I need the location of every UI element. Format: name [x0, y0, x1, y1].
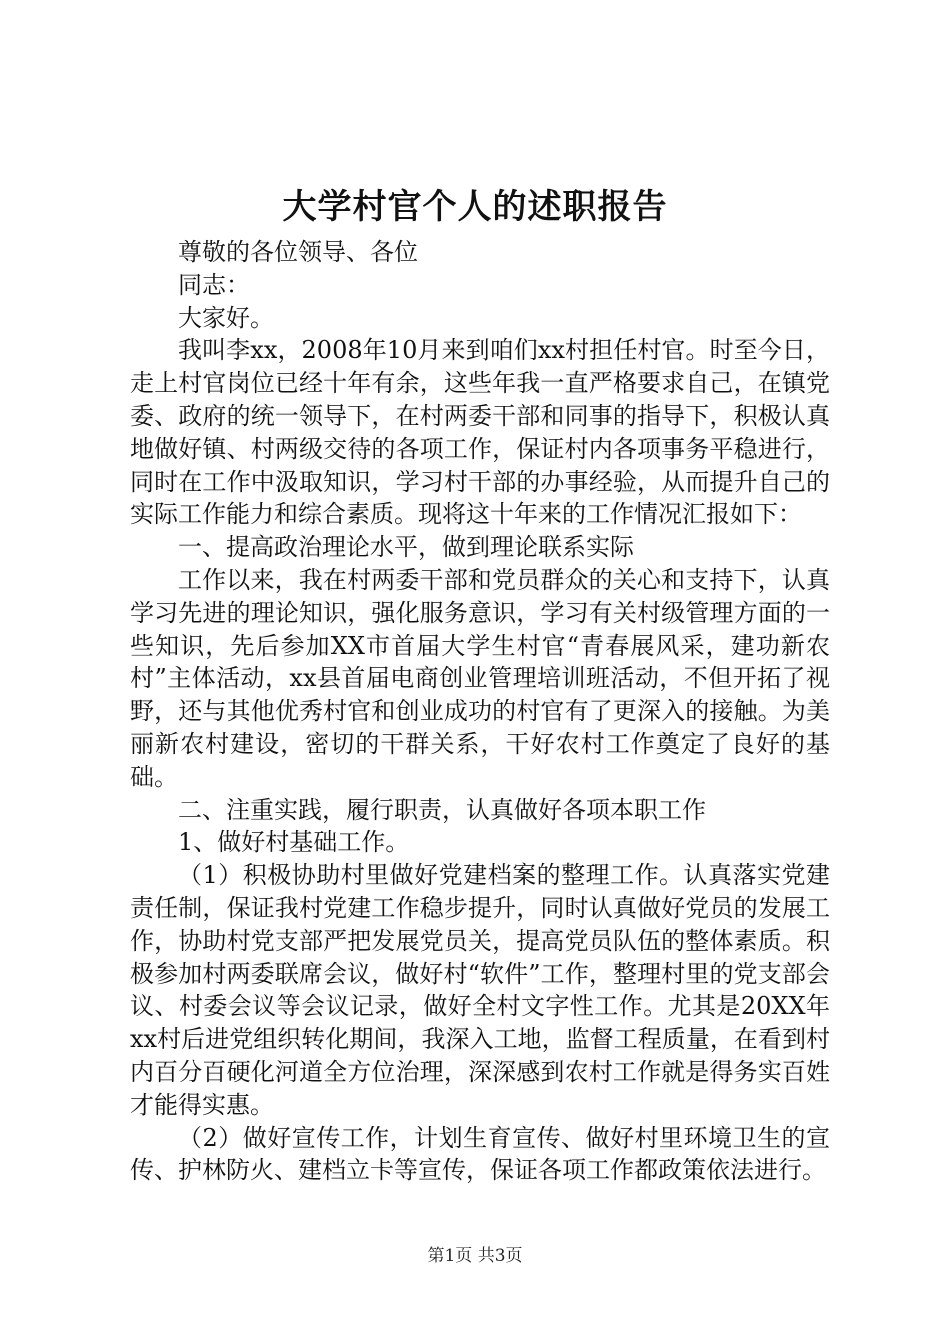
document-body: [130, 236, 830, 1187]
intro-paragraph: 我叫李xx，2008年10月来到咱们xx村担任村官。时至今日，走上村官岗位已经十年有余，这些年我一直严格要求自己，在镇党委、政府的统一领导下，在村两委干部和同事的指导下，积极认真地做好镇、村两级交待的各项工作，保证村内各项事务平稳进行，同时在工作中汲取知识，学习村干部的办事经验，从而提升自己的实际工作能力和综合素质。现将这十年来的工作情况汇报如下：: [130, 336, 830, 529]
subsection-heading-1: 1、做好村基础工作。: [178, 828, 410, 857]
item-1-paragraph: （1）积极协助村里做好党建档案的整理工作。认真落实党建责任制，保证我村党建工作稳步提升，同时认真做好党员的发展工作，协助村党支部严把发展党员关，提高党员队伍的整体素质。积极参加村两委联席会议，做好村“软件”工作，整理村里的党支部会议、村委会议等会议记录，做好全村文字性工作。尤其是20XX年xx村后进党组织转化期间，我深入工地，监督工程质量，在看到村内百分百硬化河道全方位治理，深深感到农村工作就是得务实百姓才能得实惠。: [130, 861, 830, 1119]
document-title: 大学村官个人的述职报告: [282, 187, 668, 227]
section-heading-1: 一、提高政治理论水平，做到理论联系实际: [178, 533, 634, 562]
item-2-paragraph: （2）做好宣传工作，计划生育宣传、做好村里环境卫生的宣传、护林防火、建档立卡等宣传，保证各项工作都政策依法进行。: [130, 1123, 830, 1185]
greeting: 大家好。: [178, 303, 274, 332]
salutation-line-2: 同志：: [178, 270, 250, 299]
salutation-line-1: 尊敬的各位领导、各位: [178, 238, 418, 266]
section-heading-2: 二、注重实践，履行职责，认真做好各项本职工作: [178, 795, 706, 824]
section-1-paragraph: 工作以来，我在村两委干部和党员群众的关心和支持下，认真学习先进的理论知识，强化服务意识，学习有关村级管理方面的一些知识，先后参加XX市首届大学生村官“青春展风采，建功新农村”主体活动，xx县首届电商创业管理培训班活动，不但开拓了视野，还与其他优秀村官和创业成功的村官有了更深入的接触。为美丽新农村建设，密切的干群关系，干好农村工作奠定了良好的基础。: [130, 565, 830, 791]
page-footer: 第1页 共3页: [427, 1246, 523, 1266]
